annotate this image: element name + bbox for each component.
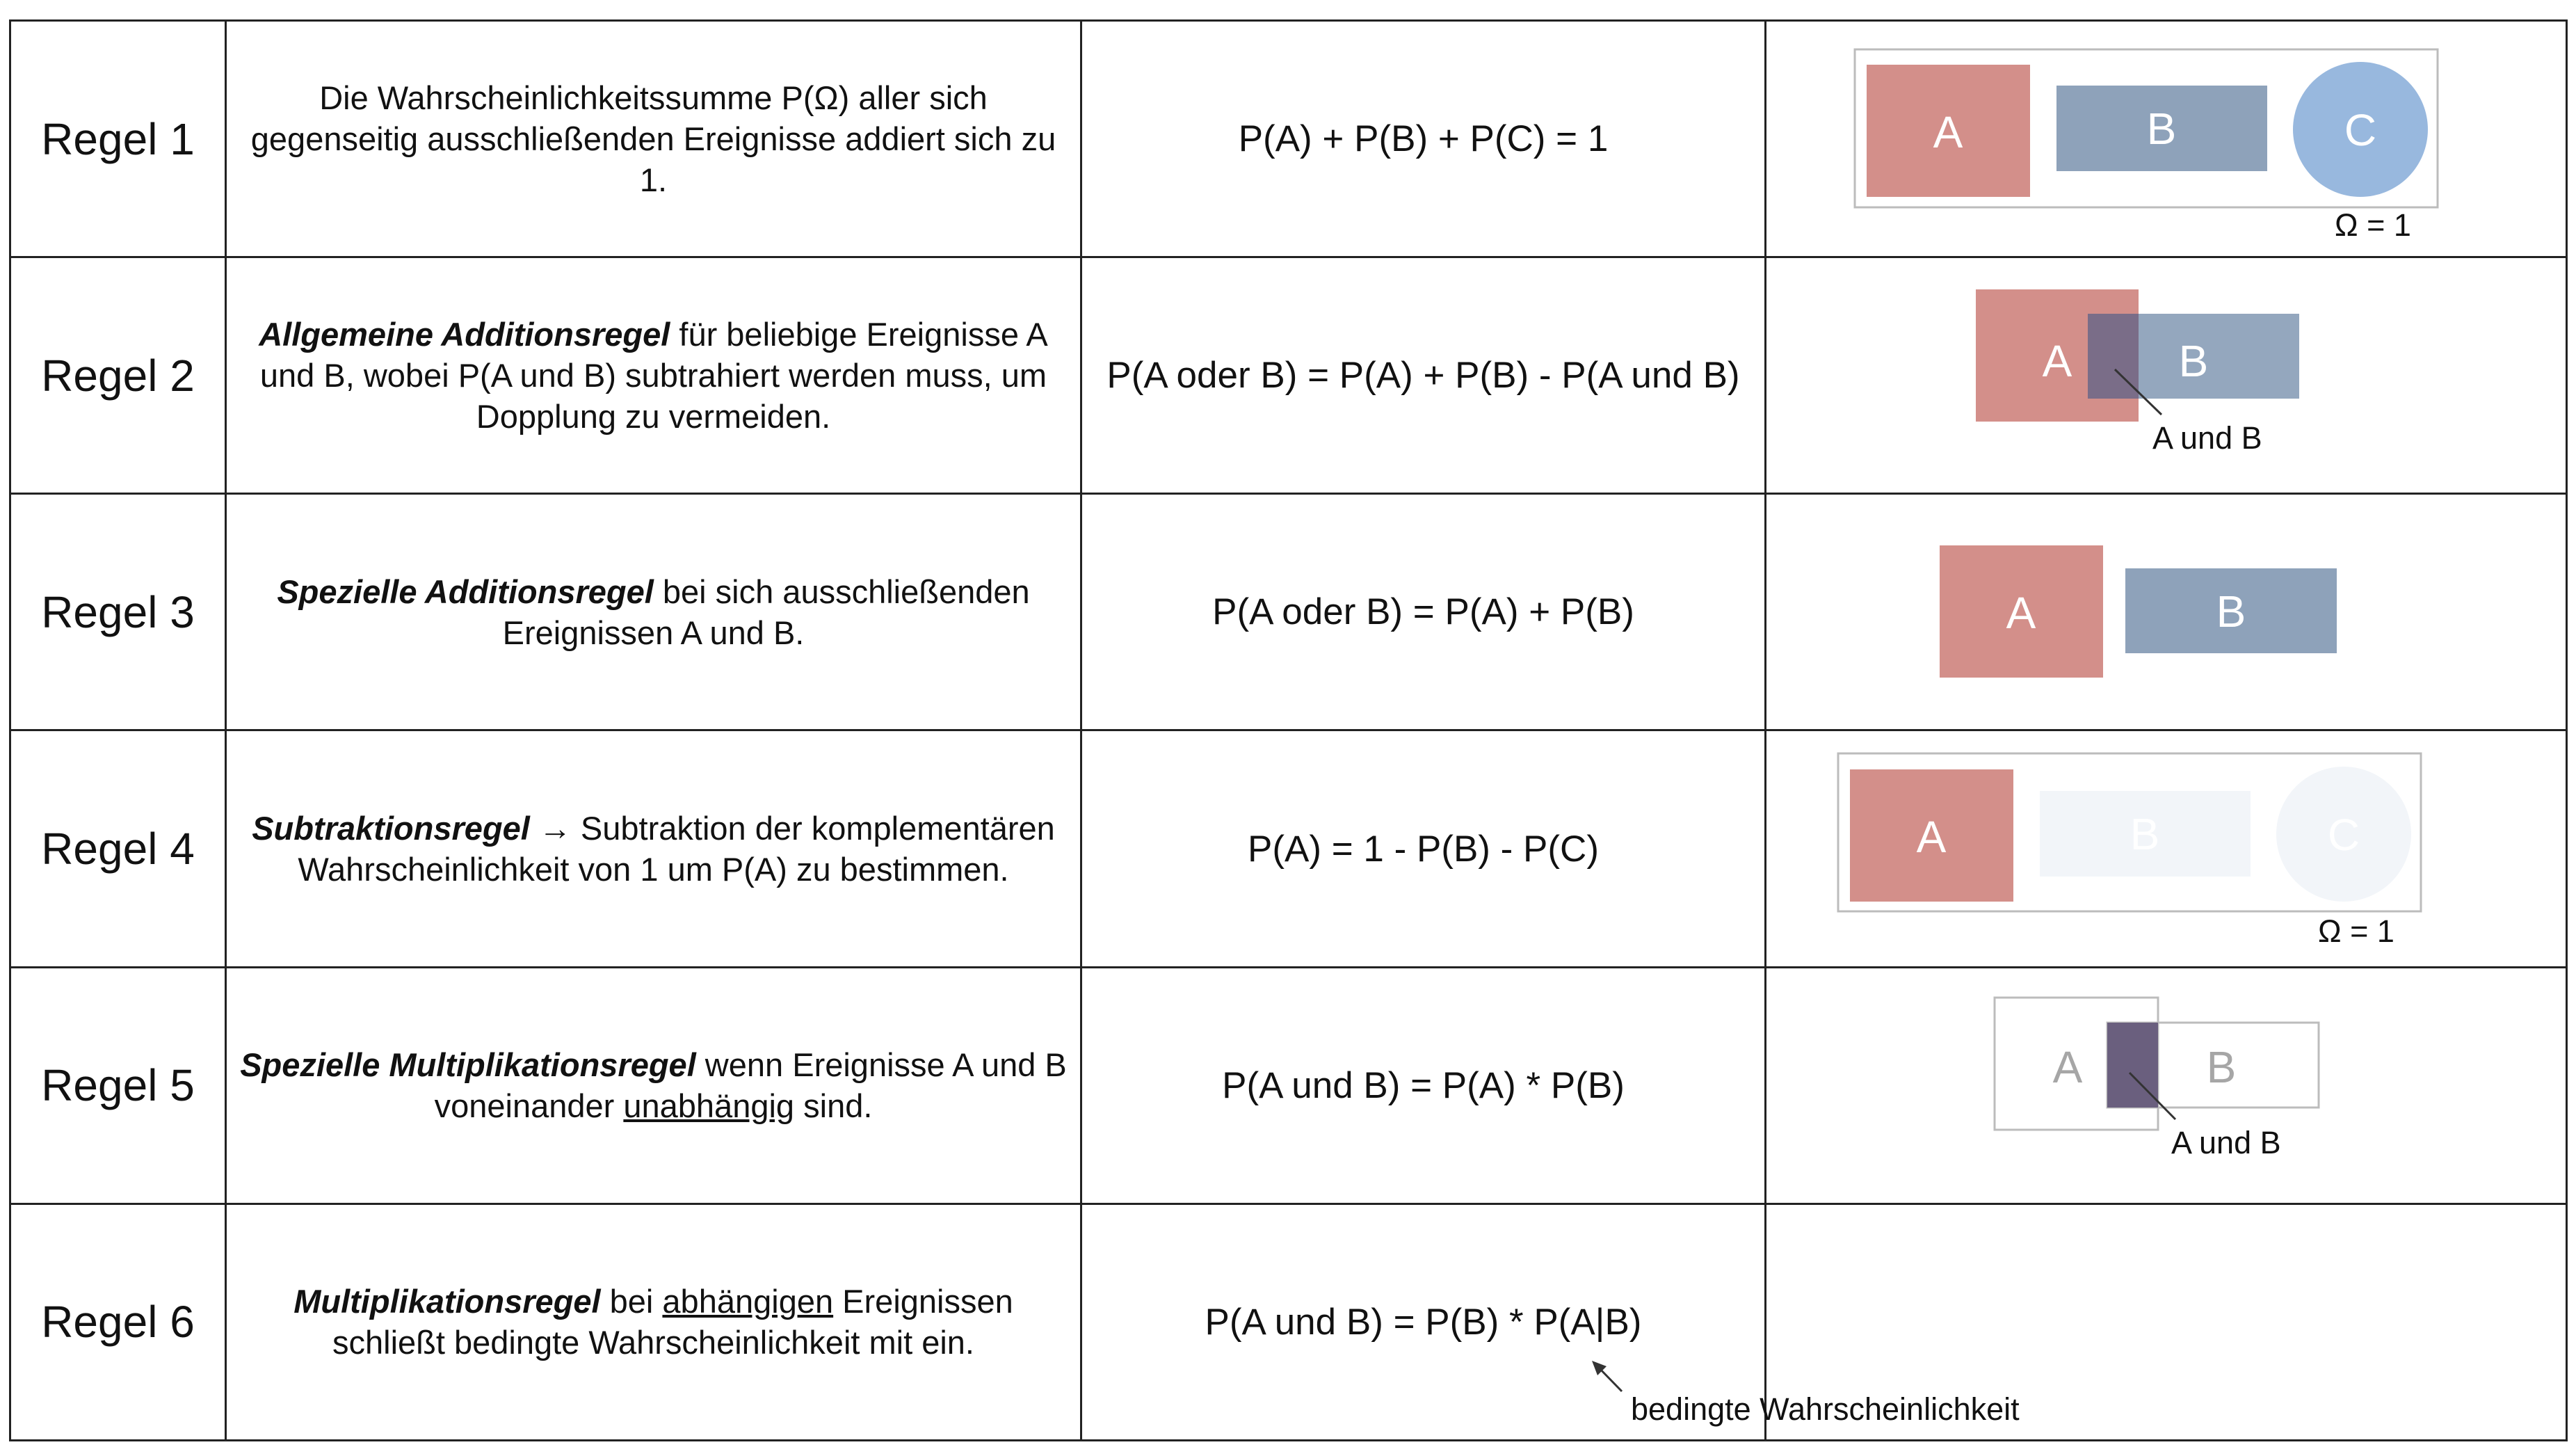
description-bold: Spezielle Additionsregel [277,573,654,610]
event-c-label: C [2344,105,2377,155]
rule-formula-3: P(A oder B) = P(A) + P(B) [1081,494,1766,730]
table-row [10,494,2567,730]
description-underline: unabhängig [623,1087,795,1125]
omega-label: Ω = 1 [2318,913,2394,950]
event-a-label: A [2006,588,2036,639]
description-text: Die Wahrscheinlichkeitssumme P(Ω) aller sich gegenseitig ausschließenden Ereignisse addiert sich zu 1. [250,79,1056,199]
rule-diagram-cell-3 [1766,494,2567,730]
rule-name-5: Regel 5 [10,967,226,1204]
event-a-label: A [1933,107,1963,157]
rules-table [9,19,2568,1441]
event-a-label: A [2042,336,2072,387]
diagram-general-addition [1766,258,2568,495]
intersection-label: A und B [2171,1124,2281,1160]
rule-name-6: Regel 6 [10,1204,226,1440]
rule-description-6 [226,1204,1081,1440]
formula-text: P(A und B) = P(B) * P(A|B) [1205,1301,1642,1343]
description-bold: Allgemeine Additionsregel [259,316,670,353]
description-text: für beliebige Ereignisse A und B, wobei P(A und B) subtrahiert werden muss, um Dopplung zu vermeiden. [259,316,1048,435]
rule-diagram-cell-2 [1766,257,2567,494]
rule-formula-4: P(A) = 1 - P(B) - P(C) [1081,730,1766,967]
description-bold: Spezielle Multiplikationsregel [240,1046,696,1084]
rule-description-4 [226,730,1081,967]
table-row [10,967,2567,1204]
rule-diagram-cell-4 [1766,730,2567,967]
rule-formula-1: P(A) + P(B) + P(C) = 1 [1081,21,1766,257]
rule-description-1 [226,21,1081,257]
rule-formula-5: P(A und B) = P(A) * P(B) [1081,967,1766,1204]
event-b-label: B [2130,809,2160,860]
event-b-label: B [2216,586,2246,637]
rule-name-4: Regel 4 [10,730,226,967]
description-bold: Multiplikationsregel [293,1283,601,1320]
description-underline: abhängigen [662,1283,834,1320]
rule-description-5 [226,967,1081,1204]
description-text: bei [600,1283,663,1320]
table-row [10,21,2567,257]
event-a-label: A [2052,1041,2083,1092]
event-b-label: B [2178,336,2209,387]
rule-name-2: Regel 2 [10,257,226,494]
table-row [10,257,2567,494]
description-text: Subtraktion der komplementären Wahrscheinlichkeit von 1 um P(A) zu bestimmen. [298,810,1055,888]
description-text: sind. [794,1087,873,1125]
omega-label: Ω = 1 [2335,207,2411,243]
diagram-exclusive-events [1766,22,2568,258]
rule-description-2 [226,257,1081,494]
event-b-label: B [2146,104,2177,154]
description-text: bei sich ausschließenden Ereignissen A und B. [502,573,1030,651]
rule-diagram-cell-1 [1766,21,2567,257]
rule-name-1: Regel 1 [10,21,226,257]
arrow-icon: → [529,810,581,847]
event-c-label: C [2327,810,2360,861]
diagram-independent-multiplication [1766,968,2568,1205]
event-a-label: A [1916,812,1947,863]
description-bold: Subtraktionsregel [252,810,530,847]
rule-diagram-cell-5 [1766,967,2567,1204]
event-b-label: B [2206,1041,2237,1092]
table-row [10,1204,2567,1440]
description-text: Ereignissen schließt bedingte Wahrscheinlichkeit mit ein. [332,1283,1013,1361]
rule-description-3 [226,494,1081,730]
conditional-probability-label: bedingte Wahrscheinlichkeit [1631,1391,2020,1427]
rule-diagram-cell-6 [1766,1204,2567,1440]
intersection-label: A und B [2152,420,2262,456]
diagram-special-addition [1766,495,2568,731]
rule-formula-6 [1081,1204,2020,1440]
table-row [10,730,2567,967]
rule-formula-2: P(A oder B) = P(A) + P(B) - P(A und B) [1081,257,1766,494]
description-text: wenn Ereignisse A und B voneinander [434,1046,1067,1125]
rules-table-container [9,19,2566,1441]
diagram-subtraction [1766,731,2568,968]
rule-name-3: Regel 3 [10,494,226,730]
